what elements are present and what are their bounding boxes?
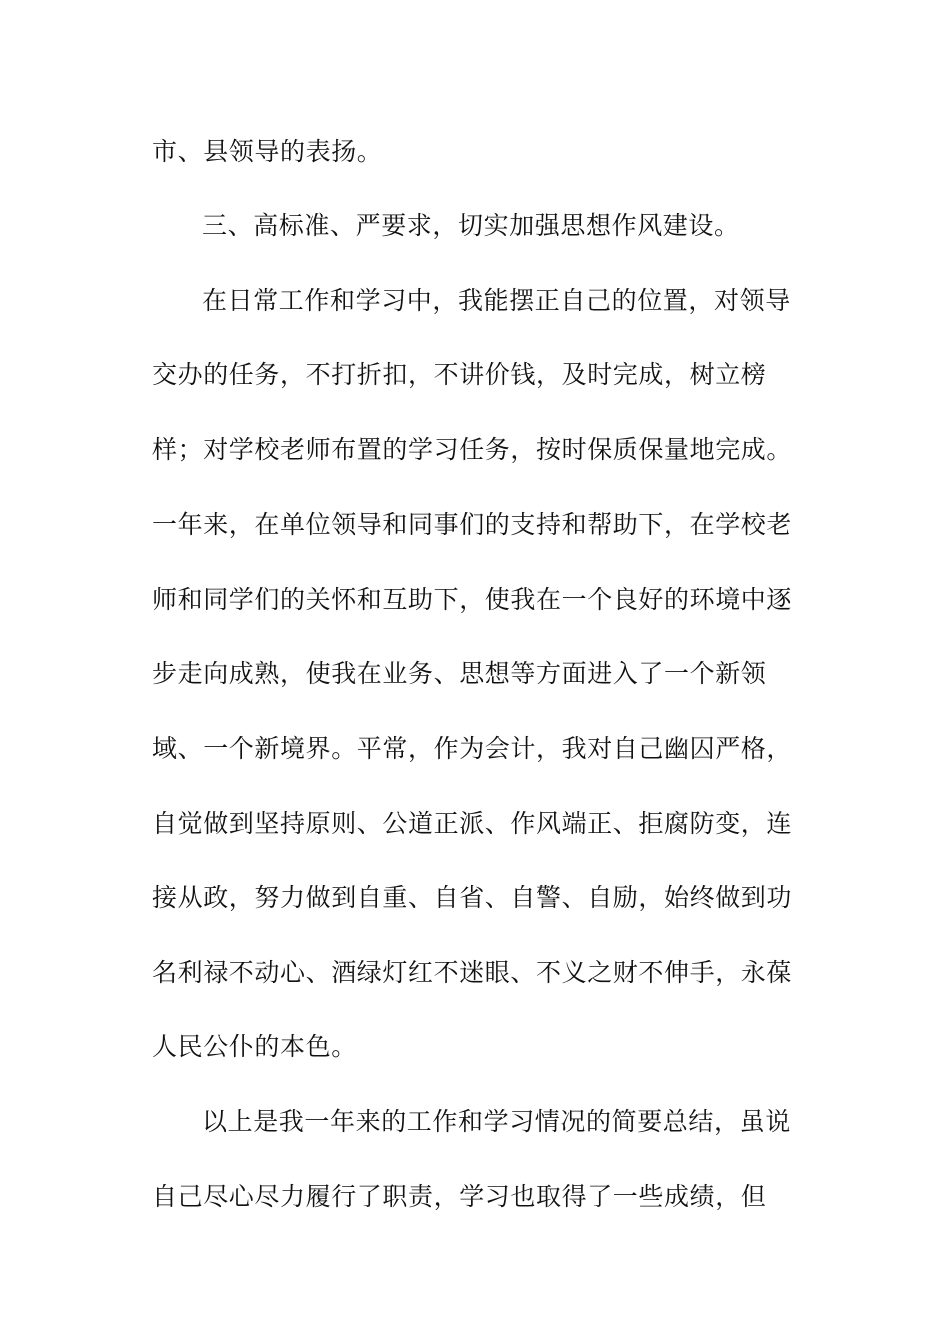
text-line: 接从政，努力做到自重、自省、自警、自励，始终做到功 bbox=[152, 883, 793, 912]
text-line: 步走向成熟，使我在业务、思想等方面进入了一个新领 bbox=[152, 659, 767, 688]
text-line: 自己尽心尽力履行了职责，学习也取得了一些成绩，但 bbox=[152, 1182, 767, 1211]
text-line: 自觉做到坚持原则、公道正派、作风端正、拒腐防变，连 bbox=[152, 809, 793, 838]
text-line: 样；对学校老师布置的学习任务，按时保质保量地完成。 bbox=[152, 435, 793, 464]
text-line: 在日常工作和学习中，我能摆正自己的位置，对领导 bbox=[202, 286, 791, 315]
text-line: 以上是我一年来的工作和学习情况的简要总结，虽说 bbox=[202, 1107, 791, 1136]
text-line: 名利禄不动心、酒绿灯红不迷眼、不义之财不伸手，永葆 bbox=[152, 958, 793, 987]
text-line: 交办的任务，不打折扣，不讲价钱，及时完成，树立榜 bbox=[152, 360, 767, 389]
text-line: 师和同学们的关怀和互助下，使我在一个良好的环境中逐 bbox=[152, 585, 793, 614]
text-line: 人民公仆的本色。 bbox=[152, 1032, 357, 1061]
section-heading: 三、高标准、严要求，切实加强思想作风建设。 bbox=[202, 211, 740, 240]
text-line: 市、县领导的表扬。 bbox=[152, 137, 383, 166]
text-line: 域、一个新境界。平常，作为会计，我对自己幽囚严格， bbox=[152, 734, 793, 763]
text-line: 一年来，在单位领导和同事们的支持和帮助下，在学校老 bbox=[152, 510, 793, 539]
